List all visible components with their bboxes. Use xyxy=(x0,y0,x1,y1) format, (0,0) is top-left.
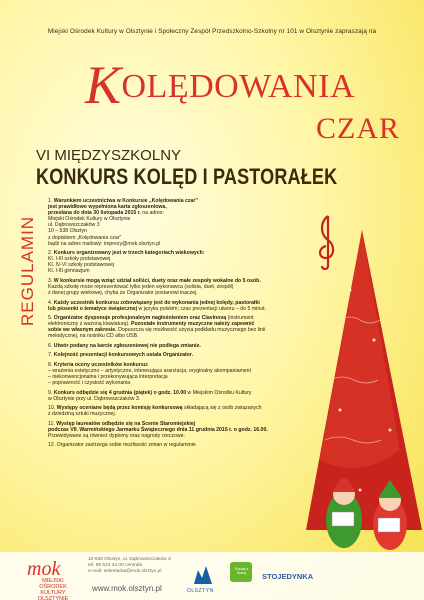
title-czar: CZAR xyxy=(315,112,400,145)
rule-item xyxy=(48,352,378,358)
rule-text: Przewidywane są również dyplomy oraz nagrody rzeczowe. xyxy=(48,433,185,439)
organizers-line: Miejski Ośrodek Kultury w Olsztynie i Społeczny Zespół Przedszkolno-Szkolny nr 101 w Olsztynie zapraszają na xyxy=(47,28,377,35)
rule-text-bold: jest prawidłowo wypełniona karta zgłoszeniowa, xyxy=(48,204,167,211)
footer-address: 10-538 Olsztyn, ul. Dąbrowszczaków 3 tel. 89 523 34 00 centrala e-mail: sekretariat@mok.olsztyn.pl xyxy=(88,557,171,574)
rule-number: 1. xyxy=(48,198,54,204)
rule-text-bold: Warunkiem uczestnictwa w Konkursie „Kolędowania czar” xyxy=(53,198,199,204)
rule-item xyxy=(48,278,378,296)
rule-item xyxy=(48,315,378,339)
rule-text-bold: Utwór podany na karcie zgłoszeniowej nie podlega zmianie. xyxy=(53,342,201,349)
rule-text: Kl. IV-VI szkoły podstawowej xyxy=(48,262,115,269)
rule-text-bold: Pozostałe instrumenty muzyczne należy zapewnić xyxy=(131,321,255,328)
rule-line xyxy=(48,442,378,448)
subtitle-edition: VI MIĘDZYSZKOLNY xyxy=(36,147,182,164)
rule-text: bądź na adres mailowy: imprezy@mok.olsztyn.pl xyxy=(48,240,161,247)
rule-item xyxy=(48,343,378,349)
rule-item xyxy=(48,198,378,247)
rule-text: składającą się z osób związanych xyxy=(182,405,262,412)
rule-text: Miejski Ośrodek Kultury w Olsztynie xyxy=(48,216,131,223)
rule-number: 11. xyxy=(48,420,57,427)
rule-number: 3. xyxy=(48,277,54,284)
rules-list xyxy=(48,198,378,452)
title-koledowania xyxy=(40,54,400,116)
rule-line xyxy=(48,352,378,358)
rule-item xyxy=(48,405,378,417)
rule-text: w języku polskim; czas prezentacji utworu – do 5 minut. xyxy=(137,305,266,312)
rule-text: Organizator zastrzega sobie możliwość zmian w regulaminie. xyxy=(56,442,198,449)
rule-text: – poprawność i czystość wykonania xyxy=(48,380,131,387)
rule-text: – wrażenia estetyczno – artystyczne, interesująca aranżacja, oryginalny akompaniament xyxy=(48,367,251,374)
rule-line xyxy=(48,433,378,439)
rule-item xyxy=(48,442,378,448)
regulamin-label: REGULAMIN xyxy=(18,215,37,326)
rule-text-bold: Każdy uczestnik konkursu zobowiązany jest do wykonania jednej kolędy, pastorałki xyxy=(53,299,260,306)
rule-text: w Miejskim Ośrodku Kultury xyxy=(186,389,252,396)
rule-line xyxy=(48,241,378,247)
mok-logo: mok xyxy=(27,558,61,580)
rule-text: Kl. I-III gimnazjum xyxy=(48,268,90,275)
rule-text-bold: W konkursie mogą wziąć udział soliści, duety oraz małe zespoły wokalne do 5 osób. xyxy=(53,277,261,284)
rule-number: 9. xyxy=(48,389,54,396)
rule-number: 10. xyxy=(48,405,57,412)
rule-number: 4. xyxy=(48,299,54,306)
rule-text-bold: przesłana do dnia 30 listopada 2015 r. xyxy=(48,210,141,217)
rule-text-bold: Konkurs organizowany jest w trzech kategoriach wiekowych: xyxy=(53,250,205,257)
caroling-children-illustration xyxy=(318,478,418,560)
rule-text: 10 – 538 Olsztyn xyxy=(48,228,87,235)
rule-text: Każdą szkołę może reprezentować tylko jeden wykonawca (solista, duet, zespół) xyxy=(48,284,234,290)
rule-number: 12. xyxy=(48,442,57,449)
rule-text-bold: Kolejność prezentacji konkursowych ustala Organizator. xyxy=(53,352,194,359)
rule-text: z dopiskiem „Kolędowania czar” xyxy=(48,234,122,241)
rule-text: w Olsztynie przy ul. Dąbrowszczaków 3. xyxy=(48,395,141,402)
rule-text: – niekonwencjonalna i przekonywująca interpretacja xyxy=(48,374,168,381)
rule-line xyxy=(48,290,378,296)
rule-text: Dopuszcza się możliwość użycia podkładu muzycznego bez linii xyxy=(116,327,266,334)
rule-text: z dziedziną sztuki muzycznej. xyxy=(48,411,117,418)
rule-line xyxy=(48,380,378,386)
rule-text: na adres: xyxy=(140,210,164,217)
rule-line xyxy=(48,343,378,349)
title-rest: OLĘDOWANIA xyxy=(121,68,356,105)
rule-item xyxy=(48,421,378,439)
rule-number: 6. xyxy=(48,342,54,349)
footer-website-link[interactable]: www.mok.olsztyn.pl xyxy=(92,584,162,593)
rule-text: z danej grupy wiekowej, chyba że Organizator postanowi inaczej. xyxy=(48,290,198,297)
rule-number: 5. xyxy=(48,315,54,322)
rule-text-bold: Konkurs odbędzie się 4 grudnia (piątek) o godz. 10.00 xyxy=(53,389,187,396)
rule-text-bold: sobie we własnym zakresie. xyxy=(48,327,117,334)
rule-text-bold: Organizator dysponuje profesjonalnym nagłośnieniem oraz Clavinovą xyxy=(53,315,227,322)
school-logo-text: Szkoła z Klasą xyxy=(234,567,249,575)
rule-text: elektroniczny z ważoną klawiaturą). xyxy=(48,321,132,328)
rule-item xyxy=(48,390,378,402)
rule-line xyxy=(48,396,378,402)
subtitle-contest: KONKURS KOLĘD I PASTORAŁEK xyxy=(36,164,338,189)
regulamin-side xyxy=(0,196,40,326)
rule-item xyxy=(48,300,378,312)
rule-item xyxy=(48,250,378,274)
rule-text: Kl. I-III szkoły podstawowej xyxy=(48,256,111,263)
rule-text-bold: Występ laureatów odbędzie się na Scenie Staromiejskiej xyxy=(56,420,196,427)
rule-line xyxy=(48,306,378,312)
olsztyn-logo-text: OLSZTYN xyxy=(187,588,214,594)
rule-text: ul. Dąbrowszczaków 3 xyxy=(48,222,100,229)
title-initial: K xyxy=(84,55,122,115)
rule-text: melodycznej, na nośniku CD albo USB. xyxy=(48,333,139,340)
rule-text: (instrument xyxy=(226,315,254,322)
rule-text-bold: podczas VII. Warmińskiego Jarmarku Świątecznego dnia 11 grudnia 2015 r. o godz. 16.00. xyxy=(48,426,268,433)
rule-line xyxy=(48,411,378,417)
rule-line xyxy=(48,333,378,339)
olsztyn-city-logo xyxy=(190,562,216,588)
stojedynka-logo: STOJEDYNKA xyxy=(262,572,314,581)
rule-number: 7. xyxy=(48,352,54,359)
rule-text-bold: Występy oceniane będą przez komisję konkursową xyxy=(56,405,183,412)
rule-text-bold: lub piosenki o tematyce świątecznej xyxy=(48,305,138,312)
rule-line xyxy=(48,268,378,274)
rule-item xyxy=(48,362,378,386)
rule-number: 2. xyxy=(48,250,54,257)
rule-number: 8. xyxy=(48,361,54,368)
rule-text-bold: Kryteria oceny uczestników konkursu: xyxy=(53,361,149,368)
mok-logo-subtitle: MIEJSKI OŚRODEK KULTURY OLSZTYNIE xyxy=(37,578,69,600)
